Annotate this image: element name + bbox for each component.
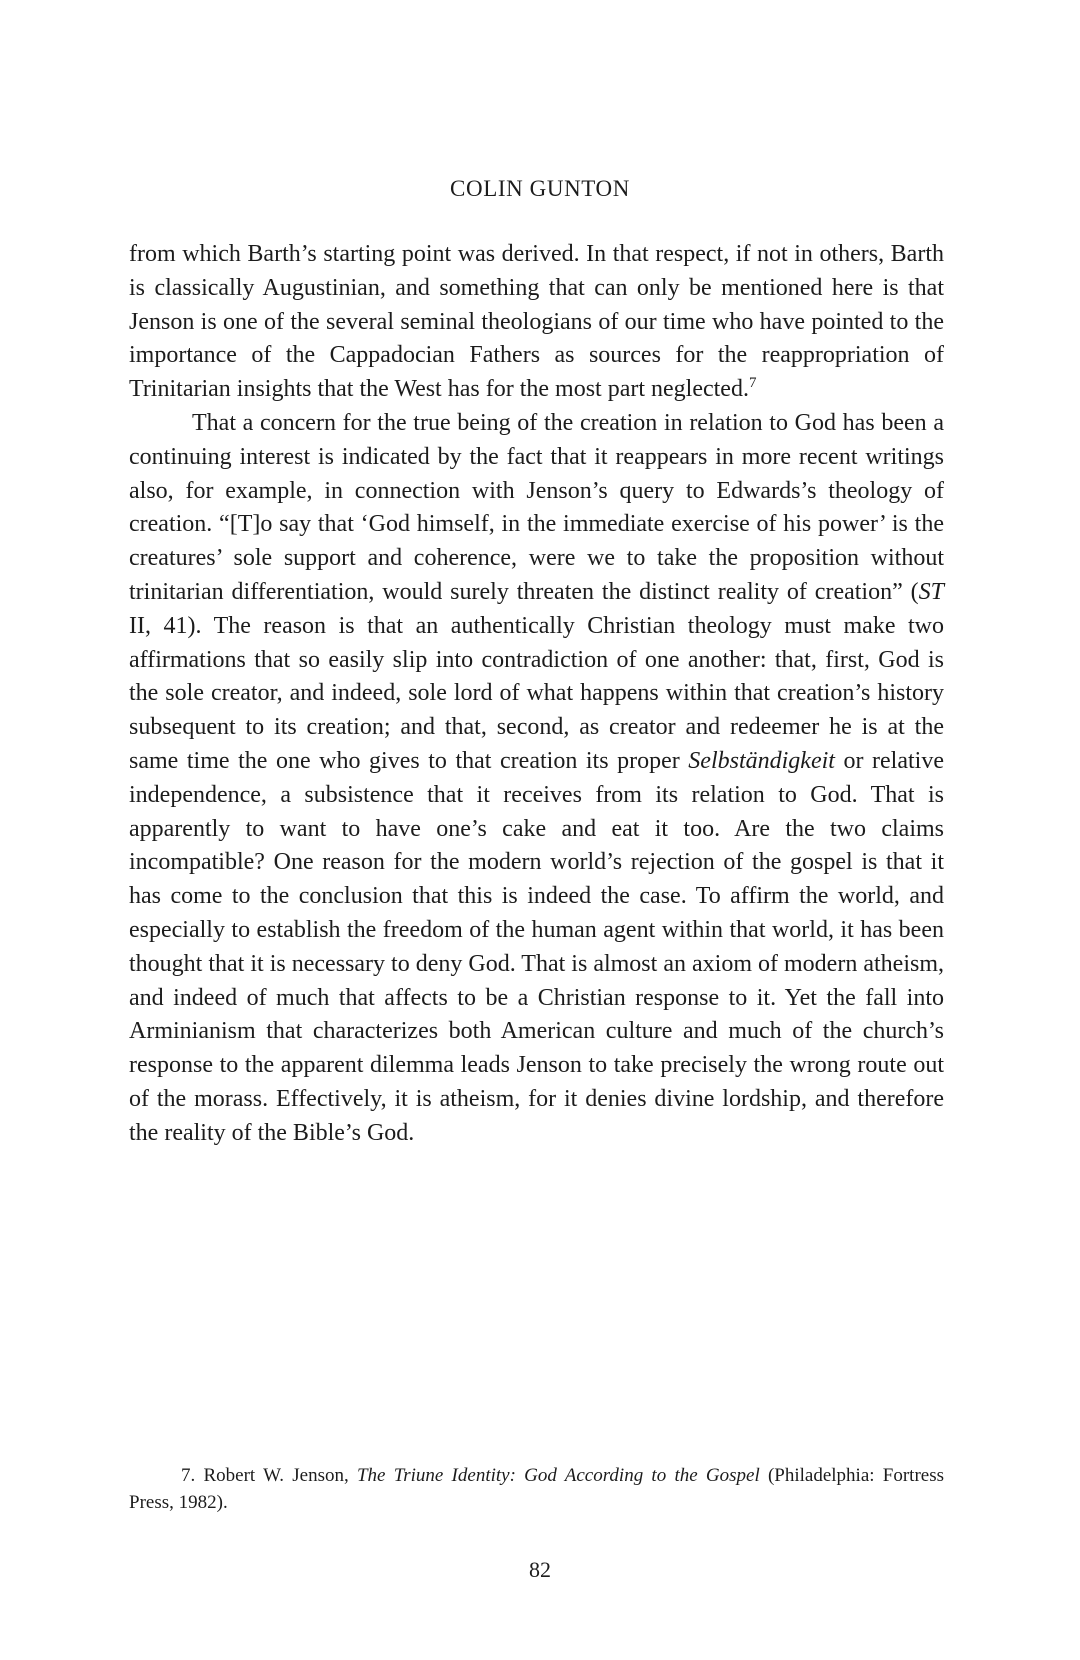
footnote-title: The Triune Identity: God According to the Gospel	[356, 1465, 760, 1486]
paragraph-1-text: from which Barth’s starting point was derived. In that respect, if not in others, Barth is classically Augustinian, and something that can only be mentioned here is that Jenson is one of the several seminal theologians of our time who have pointed to the importance of the Cappadocian Fathers as sources for the reappropriation of Trinitarian insights that the West has for the most part neglected.	[129, 241, 944, 403]
paragraph-2	[129, 407, 944, 1151]
paragraph-2-part-1: That a concern for the true being of the creation in relation to God has been a continuing interest is indicated by the fact that it reappears in more recent writings also, for example, in connection with Jenson’s query to Edwards’s theology of creation. “[T]o say that ‘God himself, in the immediate exercise of his power’ is the creatures’ sole support and coherence, were we to take the proposition without trinitarian differentiation, would surely threaten the distinct reality of creation” (	[129, 409, 944, 605]
paragraph-2-citation-rest: II, 41). The reason is that an authentically Christian theology must make two affirmations that so easily slip into contradiction of one another: that, first, God is the sole creator, and indeed, sole lord of what happens within that creation’s history subsequent to its creation; and that, second, as creator and redeemer he is at the same time the one who gives to that creation its proper	[129, 612, 944, 774]
paragraph-1	[129, 238, 944, 407]
footnote	[129, 1462, 944, 1516]
body-text	[129, 238, 944, 1151]
footnote-author: 7. Robert W. Jenson,	[181, 1465, 357, 1486]
running-head: COLIN GUNTON	[450, 176, 630, 201]
italic-term: Selbständigkeit	[688, 747, 835, 774]
paragraph-2-part-2: or relative independence, a subsistence that it receives from its relation to God. That is apparently to want to have one’s cake and eat it too. Are the two claims incompatible? One reason for the modern world’s rejection of the gospel is that it has come to the conclusion that this is indeed the case. To affirm the world, and especially to establish the freedom of the human agent within that world, it has been thought that it is necessary to deny God. That is almost an axiom of modern atheism, and indeed of much that affects to be a Christian response to it. Yet the fall into Arminianism that characterizes both American culture and much of the church’s response to the apparent dilemma leads Jenson to take precisely the wrong route out of the morass. Effectively, it is atheism, for it denies divine lordship, and therefore the reality of the Bible’s God.	[129, 747, 944, 1146]
citation-abbrev: ST	[918, 578, 944, 605]
footnote-marker[interactable]: 7	[748, 375, 757, 392]
footnote-publication: (Philadelphia: Fortress Press, 1982).	[129, 1465, 944, 1513]
page-number: 82	[529, 1557, 551, 1582]
